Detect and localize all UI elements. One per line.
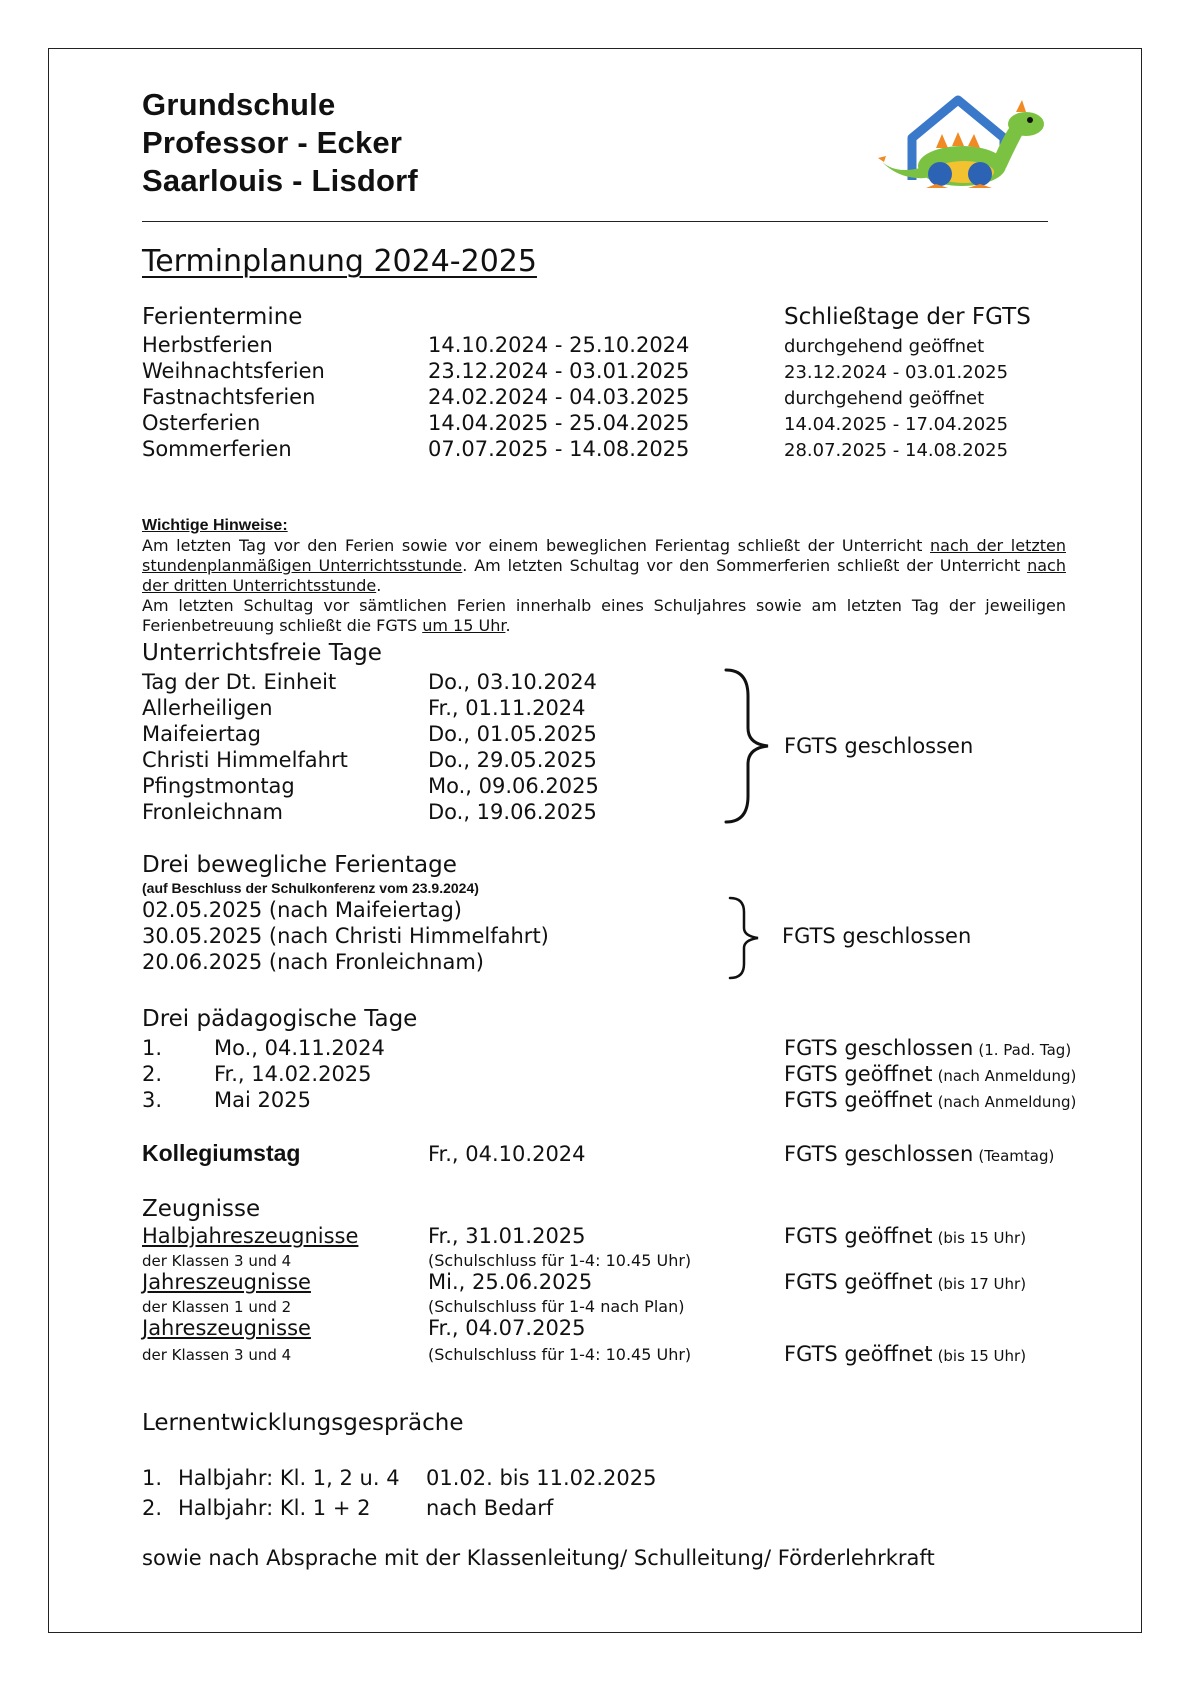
hinweise-paragraph-2 bbox=[142, 596, 1066, 636]
hinweise-text: . bbox=[505, 616, 511, 635]
header-rule bbox=[142, 221, 1048, 222]
hinweise-text: Am letzten Tag vor den Ferien sowie vor einem beweglichen Ferientag schließt der Unterricht bbox=[142, 536, 931, 555]
school-dragon-logo bbox=[876, 88, 1048, 198]
holiday-date: Do., 03.10.2024 bbox=[428, 670, 597, 694]
school-line-3: Saarlouis - Lisdorf bbox=[142, 163, 418, 198]
hinweise-text: Am letzten Schultag vor sämtlichen Ferien innerhalb eines Schuljahres sowie am letzten Tag der jeweiligen Ferienbetreuung schließt die FGTS bbox=[142, 596, 1066, 635]
hinweise-paragraph-1 bbox=[142, 536, 1066, 596]
hinweise-heading: Wichtige Hinweise: bbox=[142, 517, 288, 534]
zeugnis-detail: (Schulschluss für 1-4: 10.45 Uhr) bbox=[428, 1251, 692, 1270]
paed-date: Fr., 14.02.2025 bbox=[214, 1062, 372, 1086]
holiday-name: Maifeiertag bbox=[142, 722, 261, 746]
paed-fgts bbox=[784, 1062, 1076, 1086]
holiday-date: Do., 29.05.2025 bbox=[428, 748, 597, 772]
beweglich-date: 02.05.2025 (nach Maifeiertag) bbox=[142, 898, 462, 922]
zeugnis-detail: (Schulschluss für 1-4 nach Plan) bbox=[428, 1297, 685, 1316]
zeugnis-date: Mi., 25.06.2025 bbox=[428, 1270, 593, 1294]
ferien-name: Weihnachtsferien bbox=[142, 359, 325, 383]
zeugnis-fgts bbox=[784, 1224, 1026, 1248]
paedagogisch-heading: Drei pädagogische Tage bbox=[142, 1006, 418, 1032]
kollegium-fgts bbox=[784, 1142, 1054, 1166]
lern-value: 01.02. bis 11.02.2025 bbox=[426, 1466, 657, 1490]
holiday-name: Tag der Dt. Einheit bbox=[142, 670, 337, 694]
beweglich-fgts: FGTS geschlossen bbox=[782, 924, 972, 948]
page-title: Terminplanung 2024-2025 bbox=[142, 244, 537, 279]
kollegium-date: Fr., 04.10.2024 bbox=[428, 1142, 586, 1166]
ferien-dates: 14.04.2025 - 25.04.2025 bbox=[428, 411, 690, 435]
ferien-name: Osterferien bbox=[142, 411, 261, 435]
zeugnis-name: Jahreszeugnisse bbox=[142, 1270, 311, 1294]
ferien-dates: 24.02.2024 - 04.03.2025 bbox=[428, 385, 690, 409]
school-line-2: Professor - Ecker bbox=[142, 125, 403, 160]
paed-num: 3. bbox=[142, 1088, 163, 1112]
lern-value: nach Bedarf bbox=[426, 1496, 554, 1520]
paed-num: 1. bbox=[142, 1036, 163, 1060]
unterrichtsfrei-fgts: FGTS geschlossen bbox=[784, 734, 974, 758]
ferien-name: Fastnachtsferien bbox=[142, 385, 316, 409]
paed-fgts-status: FGTS geschlossen bbox=[784, 1036, 974, 1060]
zeugnis-classes: der Klassen 3 und 4 bbox=[142, 1346, 292, 1364]
ferien-fgts: 23.12.2024 - 03.01.2025 bbox=[784, 362, 1009, 383]
paed-num: 2. bbox=[142, 1062, 163, 1086]
paed-date: Mai 2025 bbox=[214, 1088, 311, 1112]
zeugnis-date: Fr., 31.01.2025 bbox=[428, 1224, 586, 1248]
ferien-dates: 07.07.2025 - 14.08.2025 bbox=[428, 437, 690, 461]
beweglich-heading: Drei bewegliche Ferientage bbox=[142, 852, 457, 878]
holiday-name: Fronleichnam bbox=[142, 800, 283, 824]
paed-fgts-note: (1. Pad. Tag) bbox=[978, 1041, 1072, 1059]
kollegium-heading: Kollegiumstag bbox=[142, 1140, 301, 1166]
paed-fgts-note: (nach Anmeldung) bbox=[937, 1067, 1077, 1085]
hinweise-emphasis: um 15 Uhr bbox=[422, 616, 506, 635]
holiday-date: Do., 01.05.2025 bbox=[428, 722, 597, 746]
holiday-date: Mo., 09.06.2025 bbox=[428, 774, 599, 798]
holiday-name: Pfingstmontag bbox=[142, 774, 295, 798]
zeugnis-date: Fr., 04.07.2025 bbox=[428, 1316, 586, 1340]
curly-brace-icon bbox=[718, 666, 774, 826]
zeugnis-fgts-status: FGTS geöffnet bbox=[784, 1342, 933, 1366]
zeugnis-fgts-note: (bis 15 Uhr) bbox=[937, 1229, 1027, 1247]
lern-label: Halbjahr: Kl. 1 + 2 bbox=[178, 1496, 371, 1520]
zeugnis-name: Halbjahreszeugnisse bbox=[142, 1224, 359, 1248]
school-name bbox=[142, 86, 418, 200]
ferien-fgts: 28.07.2025 - 14.08.2025 bbox=[784, 440, 1009, 461]
paed-fgts bbox=[784, 1036, 1071, 1060]
paed-fgts-status: FGTS geöffnet bbox=[784, 1062, 933, 1086]
holiday-name: Allerheiligen bbox=[142, 696, 273, 720]
lern-num: 1. bbox=[142, 1466, 163, 1490]
hinweise-text: . Am letzten Schultag vor den Sommerferien schließt der Unterricht bbox=[462, 556, 1028, 575]
school-line-1: Grundschule bbox=[142, 87, 336, 122]
hinweise-emphasis: nach der dritten Unterrichtsstunde bbox=[142, 556, 1066, 595]
lern-num: 2. bbox=[142, 1496, 163, 1520]
hinweise-box bbox=[142, 516, 1066, 636]
ferien-heading: Ferientermine bbox=[142, 304, 303, 330]
zeugnis-fgts-note: (bis 17 Uhr) bbox=[937, 1275, 1027, 1293]
zeugnis-name: Jahreszeugnisse bbox=[142, 1316, 311, 1340]
paed-fgts-status: FGTS geöffnet bbox=[784, 1088, 933, 1112]
ferien-dates: 23.12.2024 - 03.01.2025 bbox=[428, 359, 690, 383]
paed-fgts bbox=[784, 1088, 1076, 1112]
lernentwicklung-footer: sowie nach Absprache mit der Klassenleitung/ Schulleitung/ Förderlehrkraft bbox=[142, 1546, 935, 1570]
lernentwicklung-heading: Lernentwicklungsgespräche bbox=[142, 1410, 464, 1436]
lern-label: Halbjahr: Kl. 1, 2 u. 4 bbox=[178, 1466, 400, 1490]
paed-date: Mo., 04.11.2024 bbox=[214, 1036, 385, 1060]
page-frame bbox=[48, 48, 1142, 1633]
unterrichtsfrei-heading: Unterrichtsfreie Tage bbox=[142, 640, 382, 666]
zeugnis-fgts-status: FGTS geöffnet bbox=[784, 1224, 933, 1248]
ferien-fgts: 14.04.2025 - 17.04.2025 bbox=[784, 414, 1009, 435]
beweglich-date: 30.05.2025 (nach Christi Himmelfahrt) bbox=[142, 924, 549, 948]
paed-fgts-note: (nach Anmeldung) bbox=[937, 1093, 1077, 1111]
kollegium-fgts-note: (Teamtag) bbox=[978, 1147, 1055, 1165]
zeugnis-classes: der Klassen 3 und 4 bbox=[142, 1252, 292, 1270]
zeugnis-fgts bbox=[784, 1270, 1026, 1294]
zeugnis-detail: (Schulschluss für 1-4: 10.45 Uhr) bbox=[428, 1345, 692, 1364]
ferien-dates: 14.10.2024 - 25.10.2024 bbox=[428, 333, 690, 357]
zeugnis-classes: der Klassen 1 und 2 bbox=[142, 1298, 292, 1316]
fgts-heading: Schließtage der FGTS bbox=[784, 304, 1031, 330]
zeugnis-fgts bbox=[784, 1342, 1026, 1366]
hinweise-emphasis: nach der letzten stundenplanmäßigen Unterrichtsstunde bbox=[142, 536, 1066, 575]
kollegium-fgts-status: FGTS geschlossen bbox=[784, 1142, 974, 1166]
beweglich-subheading: (auf Beschluss der Schulkonferenz vom 23.9.2024) bbox=[142, 880, 479, 896]
ferien-fgts: durchgehend geöffnet bbox=[784, 388, 985, 409]
beweglich-date: 20.06.2025 (nach Fronleichnam) bbox=[142, 950, 484, 974]
zeugnis-fgts-status: FGTS geöffnet bbox=[784, 1270, 933, 1294]
zeugnisse-heading: Zeugnisse bbox=[142, 1196, 261, 1222]
ferien-name: Herbstferien bbox=[142, 333, 273, 357]
holiday-date: Fr., 01.11.2024 bbox=[428, 696, 586, 720]
ferien-name: Sommerferien bbox=[142, 437, 292, 461]
hinweise-text: . bbox=[376, 576, 382, 595]
holiday-name: Christi Himmelfahrt bbox=[142, 748, 348, 772]
zeugnis-fgts-note: (bis 15 Uhr) bbox=[937, 1347, 1027, 1365]
holiday-date: Do., 19.06.2025 bbox=[428, 800, 597, 824]
curly-brace-icon bbox=[724, 896, 764, 980]
ferien-fgts: durchgehend geöffnet bbox=[784, 336, 985, 357]
